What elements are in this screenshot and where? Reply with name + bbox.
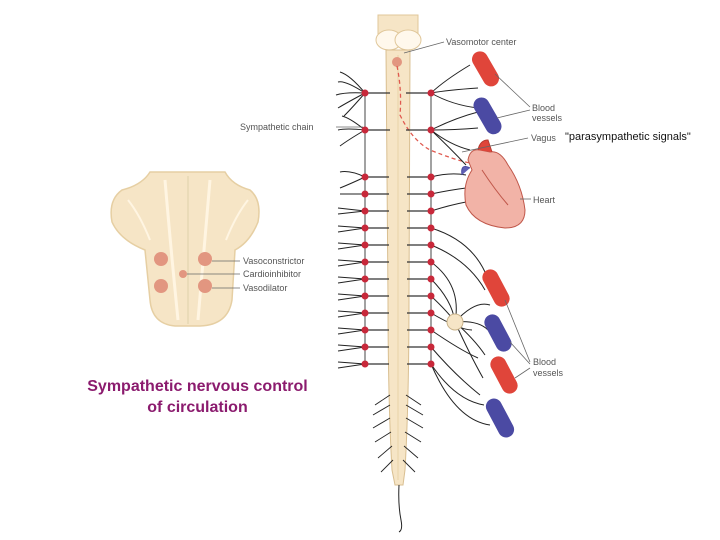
- vasoconstrictor-label: Vasoconstrictor: [243, 256, 305, 266]
- caption-line-2: of circulation: [147, 399, 248, 416]
- blood-vessels-top-label-line2: vessels: [532, 113, 563, 123]
- prevertebral-ganglion: [447, 314, 463, 330]
- blood-vessels-bottom-label-line2: vessels: [533, 368, 564, 378]
- upper-artery: [469, 48, 502, 89]
- vasodilator-area: [154, 279, 168, 293]
- cardioinhibitor-area: [179, 270, 187, 278]
- slide-caption: [60, 376, 335, 418]
- vasomotor-center-label: Vasomotor center: [446, 37, 517, 47]
- blood-vessels-top-label-line1: Blood: [532, 103, 556, 113]
- caption-line-1: Sympathetic nervous control: [87, 378, 308, 395]
- heart-label: Heart: [533, 195, 556, 205]
- vasodilator-label: Vasodilator: [243, 283, 288, 293]
- sympathetic-chain-label: Sympathetic chain: [240, 122, 314, 132]
- cardioinhibitor-label: Cardioinhibitor: [243, 269, 302, 279]
- vasoconstrictor-area: [154, 252, 168, 266]
- lower-blood-vessels: [480, 267, 521, 441]
- upper-vein: [471, 95, 505, 138]
- vagus-label: Vagus: [531, 133, 556, 143]
- blood-vessels-bottom-label-line1: Blood: [533, 357, 557, 367]
- cardiac-fibres: [431, 174, 466, 211]
- upper-blood-vessels: [469, 48, 504, 137]
- left-nerve-fibres: [336, 72, 365, 368]
- heart-illustration: [462, 140, 525, 228]
- brainstem-illustration: [111, 172, 259, 326]
- vasomotor-center-dot: [392, 57, 402, 67]
- parasympathetic-note: "parasympathetic signals": [565, 131, 691, 143]
